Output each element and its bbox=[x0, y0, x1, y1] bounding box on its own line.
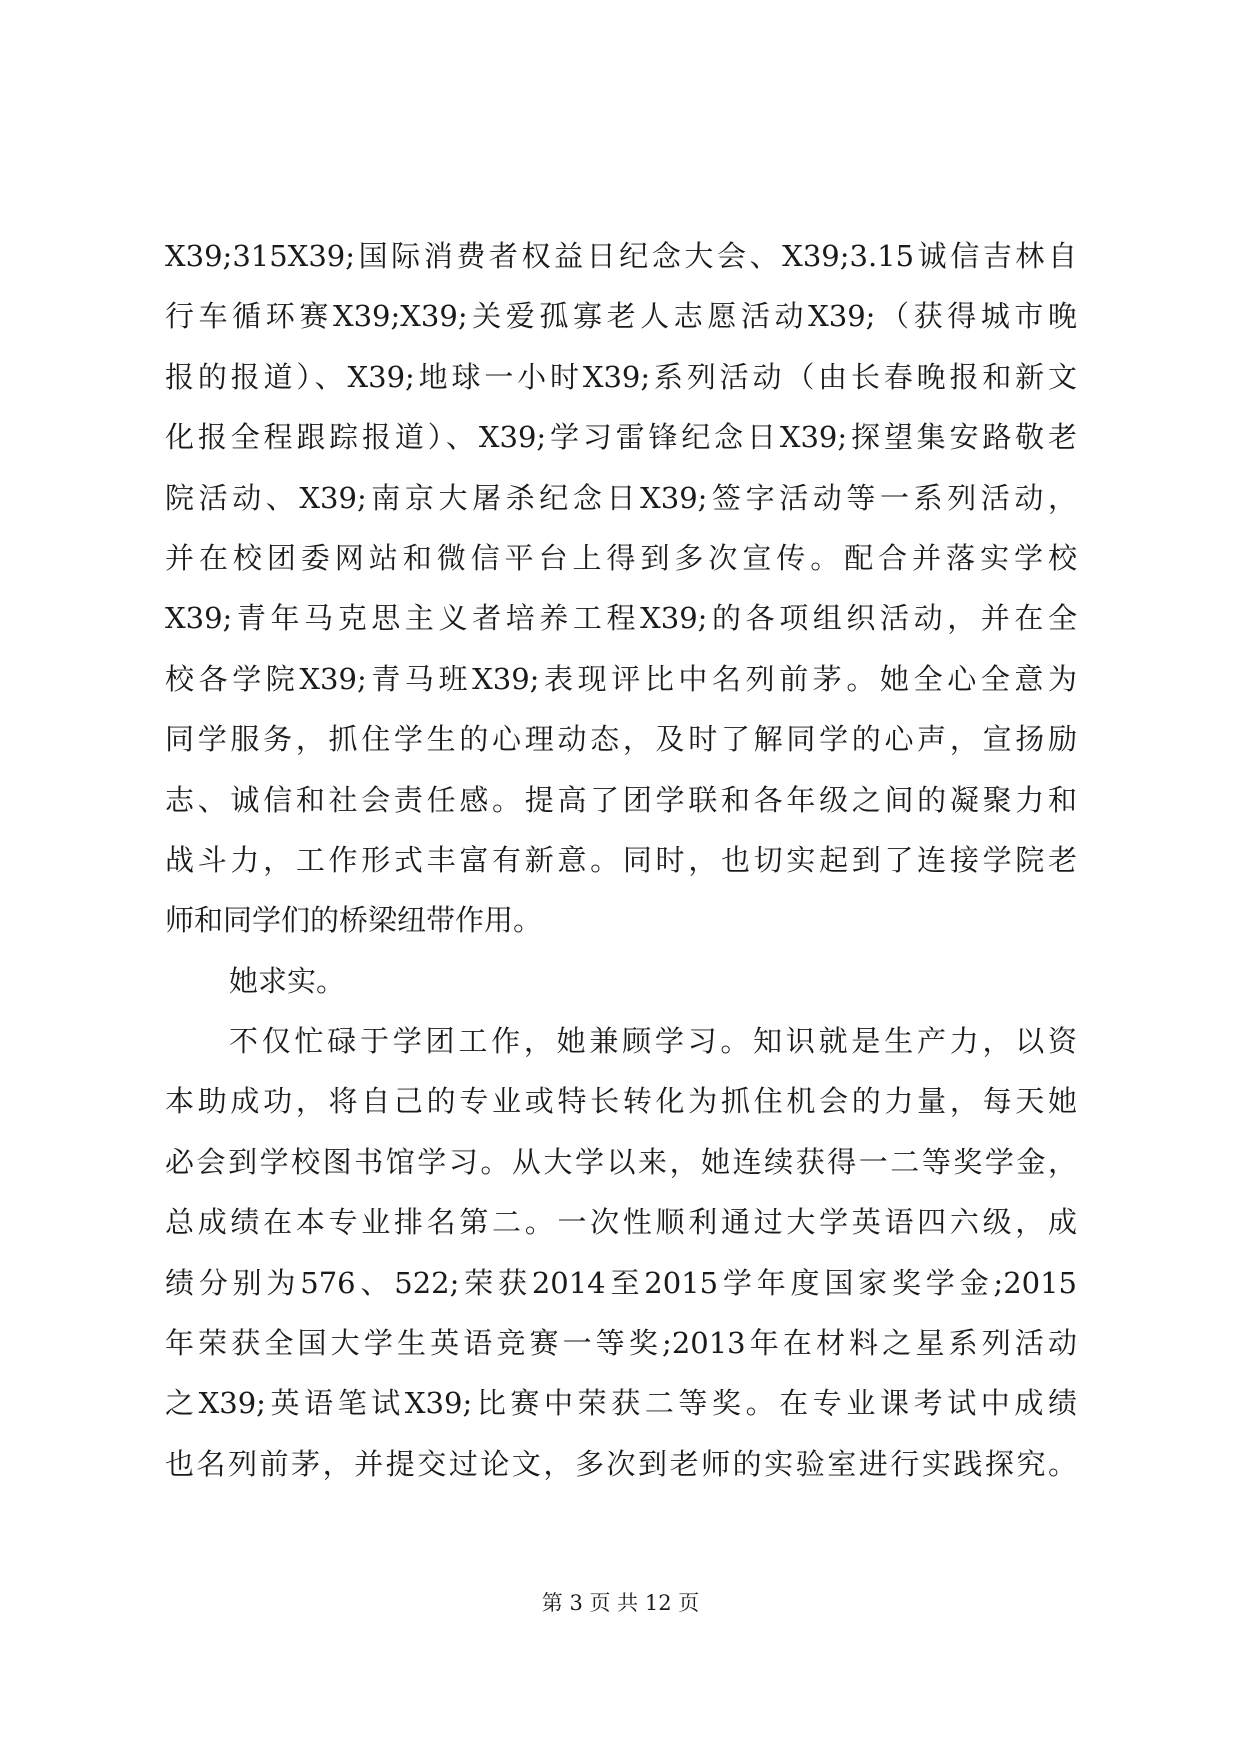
paragraph-heading: 她求实。 bbox=[229, 963, 346, 998]
text-line: 年荣获全国大学生英语竞赛一等奖;2013年在材料之星系列活动 bbox=[165, 1326, 1077, 1361]
text-line: 行车循环赛X39;X39;关爱孤寡老人志愿活动X39;（获得城市晚 bbox=[165, 299, 1077, 334]
text-line: 并在校团委网站和微信平台上得到多次宣传。配合并落实学校 bbox=[165, 540, 1077, 575]
text-line: X39;青年马克思主义者培养工程X39;的各项组织活动，并在全 bbox=[165, 601, 1077, 636]
text-line: 也名列前茅，并提交过论文，多次到老师的实验室进行实践探究。 bbox=[165, 1446, 1077, 1481]
text-line: 报的报道）、X39;地球一小时X39;系列活动（由长春晚报和新文 bbox=[165, 359, 1077, 394]
text-line: 战斗力，工作形式丰富有新意。同时，也切实起到了连接学院老 bbox=[165, 842, 1077, 877]
text-line: 不仅忙碌于学团工作，她兼顾学习。知识就是生产力，以资 bbox=[229, 1024, 1077, 1059]
text-line: X39;315X39;国际消费者权益日纪念大会、X39;3.15诚信吉林自 bbox=[165, 239, 1077, 273]
text-line: 总成绩在本专业排名第二。一次性顺利通过大学英语四六级，成 bbox=[165, 1205, 1077, 1240]
page-number-footer: 第 3 页 共 12 页 bbox=[541, 1591, 700, 1615]
text-line: 同学服务，抓住学生的心理动态，及时了解同学的心声，宣扬励 bbox=[165, 722, 1077, 757]
body-text bbox=[165, 226, 1077, 1494]
text-line: 校各学院X39;青马班X39;表现评比中名列前茅。她全心全意为 bbox=[165, 661, 1077, 696]
text-line: 必会到学校图书馆学习。从大学以来，她连续获得一二等奖学金， bbox=[165, 1144, 1077, 1179]
text-line: 绩分别为576、522;荣获2014至2015学年度国家奖学金;2015 bbox=[165, 1265, 1077, 1300]
text-line: 院活动、X39;南京大屠杀纪念日X39;签字活动等一系列活动， bbox=[165, 480, 1077, 515]
text-line: 化报全程跟踪报道）、X39;学习雷锋纪念日X39;探望集安路敬老 bbox=[165, 420, 1077, 455]
text-line: 志、诚信和社会责任感。提高了团学联和各年级之间的凝聚力和 bbox=[165, 782, 1077, 817]
text-line: 师和同学们的桥梁纽带作用。 bbox=[165, 903, 543, 938]
text-line: 本助成功，将自己的专业或特长转化为抓住机会的力量，每天她 bbox=[165, 1084, 1077, 1119]
text-line: 之X39;英语笔试X39;比赛中荣获二等奖。在专业课考试中成绩 bbox=[165, 1386, 1077, 1421]
